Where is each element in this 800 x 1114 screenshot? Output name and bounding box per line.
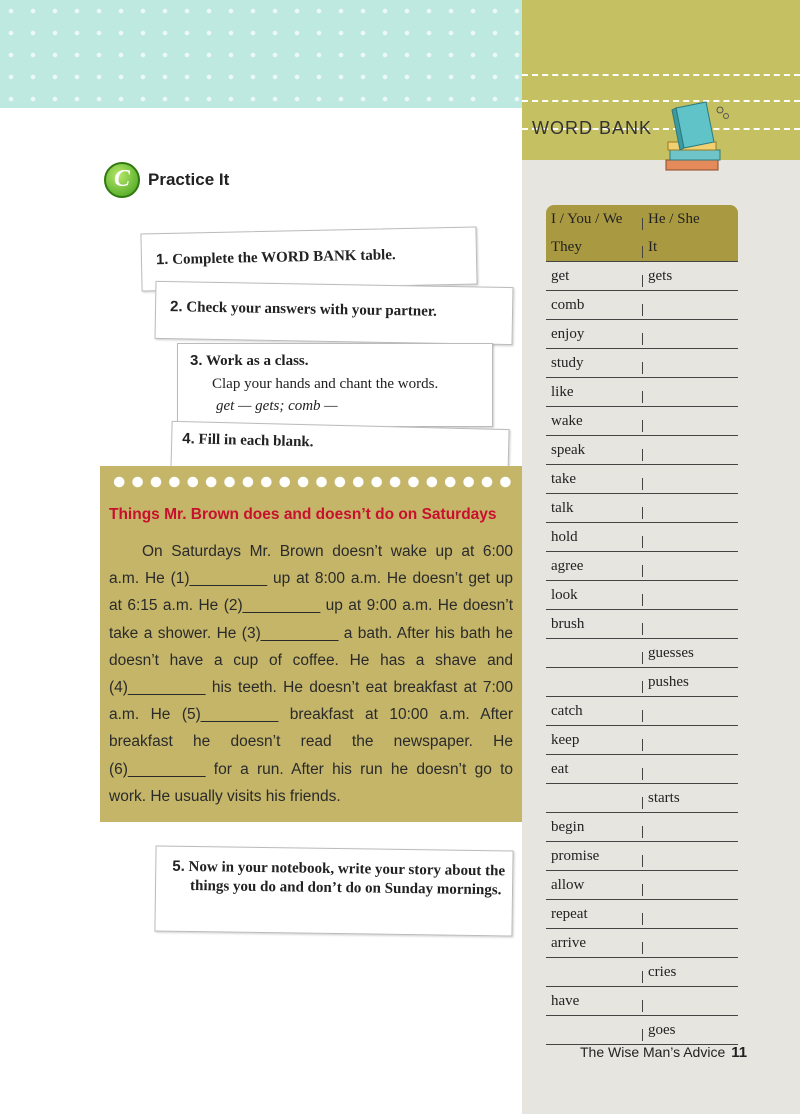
column-separator — [642, 826, 643, 838]
column-separator — [642, 797, 643, 809]
task-text: Check your answers with your partner. — [186, 299, 438, 320]
task-text: Complete the WORD BANK table. — [172, 247, 396, 268]
table-row — [546, 726, 738, 755]
table-header-row — [546, 233, 738, 262]
table-row — [546, 987, 738, 1016]
task-number: 4. — [182, 430, 195, 448]
column-separator — [642, 681, 643, 693]
table-row — [546, 407, 738, 436]
s-form-cell: starts — [648, 790, 680, 806]
column-separator — [642, 942, 643, 954]
column-separator — [642, 218, 643, 230]
page-number: 11 — [731, 1044, 748, 1061]
base-form-cell: repeat — [551, 906, 588, 922]
table-row — [546, 436, 738, 465]
table-row — [546, 581, 738, 610]
column-separator — [642, 710, 643, 722]
column-separator — [642, 594, 643, 606]
base-form-cell: speak — [551, 442, 586, 458]
table-row — [546, 349, 738, 378]
story-paragraph: On Saturdays Mr. Brown doesn’t wake up at 6:00 a.m. He (1)_________ up at 8:00 a.m. He doesn’t get up at 6:15 a.m. He (2)_________ up at 9:00 a.m. He doesn’t take a shower. He (3)_________ a bath. After his bath he doesn’t have a cup of coffee. He has a shave and (4)_________ his teeth. He doesn’t eat breakfast at 7:00 a.m. He (5)_________ breakfast at 10:00 a.m. After breakfast he doesn’t read the newspaper. He (6)_________ for a run. After his run he doesn’t go to work. He usually visits his friends. — [109, 543, 513, 805]
base-form-cell: get — [551, 268, 570, 284]
dashed-divider — [522, 74, 800, 76]
table-row — [546, 871, 738, 900]
column-separator — [642, 768, 643, 780]
base-form-cell: wake — [551, 413, 583, 429]
column-separator — [642, 449, 643, 461]
task-number: 5. — [172, 857, 185, 875]
base-form-cell: have — [551, 993, 580, 1009]
story-text — [109, 538, 513, 810]
top-banner — [0, 0, 522, 108]
column-separator — [642, 507, 643, 519]
task-number: 2. — [169, 298, 183, 316]
column-separator — [642, 478, 643, 490]
base-form-cell: enjoy — [551, 326, 585, 342]
s-form-cell: guesses — [648, 645, 694, 661]
column-separator — [642, 623, 643, 635]
column-separator — [642, 739, 643, 751]
table-row — [546, 610, 738, 639]
header-cell: They — [551, 239, 582, 255]
column-separator — [642, 304, 643, 316]
table-row — [546, 697, 738, 726]
task-text: Fill in each blank. — [198, 431, 314, 451]
task-card-5 — [154, 846, 513, 937]
task-card-2 — [155, 281, 514, 345]
table-row — [546, 552, 738, 581]
table-row — [546, 494, 738, 523]
task-example: get — gets; comb — — [216, 398, 338, 414]
table-header-row — [546, 205, 738, 233]
column-separator — [642, 536, 643, 548]
base-form-cell: keep — [551, 732, 580, 748]
table-row — [546, 813, 738, 842]
table-row — [546, 523, 738, 552]
table-row — [546, 784, 738, 813]
base-form-cell: begin — [551, 819, 585, 835]
base-form-cell: study — [551, 355, 584, 371]
table-row — [546, 465, 738, 494]
column-separator — [642, 971, 643, 983]
story-title: Things Mr. Brown does and doesn’t do on Saturdays — [109, 506, 497, 523]
column-separator — [642, 333, 643, 345]
base-form-cell: agree — [551, 558, 584, 574]
table-row — [546, 262, 738, 291]
base-form-cell: eat — [551, 761, 569, 777]
column-separator — [642, 652, 643, 664]
footer-title: The Wise Man’s Advice — [580, 1044, 726, 1060]
table-row — [546, 755, 738, 784]
base-form-cell: look — [551, 587, 578, 603]
table-row — [546, 842, 738, 871]
header-cell: I / You / We — [551, 211, 623, 227]
dashed-divider — [522, 100, 800, 102]
base-form-cell: like — [551, 384, 574, 400]
s-form-cell: pushes — [648, 674, 689, 690]
table-row — [546, 1016, 738, 1045]
table-row — [546, 668, 738, 697]
section-c-badge: C — [104, 162, 140, 198]
header-cell: He / She — [648, 211, 700, 227]
task-text: Now in your notebook, write your story about the things you do and don’t do on Sunday mornings. — [188, 858, 506, 899]
column-separator — [642, 275, 643, 287]
task-text: Work as a class. — [206, 353, 309, 369]
table-row — [546, 639, 738, 668]
base-form-cell: arrive — [551, 935, 586, 951]
task-number: 1. — [155, 250, 169, 269]
column-separator — [642, 246, 643, 258]
column-separator — [642, 391, 643, 403]
s-form-cell: goes — [648, 1022, 676, 1038]
table-row — [546, 958, 738, 987]
base-form-cell: take — [551, 471, 576, 487]
column-separator — [642, 565, 643, 577]
column-separator — [642, 884, 643, 896]
books-icon — [662, 98, 734, 180]
base-form-cell: hold — [551, 529, 578, 545]
task-subtext: Clap your hands and chant the words. — [212, 376, 439, 392]
task-number: 3. — [190, 352, 203, 369]
section-title: Practice It — [148, 170, 230, 189]
column-separator — [642, 362, 643, 374]
s-form-cell: cries — [648, 964, 677, 980]
dotted-border — [110, 476, 514, 488]
base-form-cell: promise — [551, 848, 600, 864]
header-cell: It — [648, 239, 658, 255]
column-separator — [642, 420, 643, 432]
table-row — [546, 291, 738, 320]
column-separator — [642, 1000, 643, 1012]
task-card-3 — [177, 343, 493, 427]
column-separator — [642, 1029, 643, 1041]
story-box — [100, 466, 522, 822]
base-form-cell: talk — [551, 500, 574, 516]
s-form-cell: gets — [648, 268, 673, 284]
base-form-cell: allow — [551, 877, 585, 893]
base-form-cell: brush — [551, 616, 585, 632]
column-separator — [642, 913, 643, 925]
base-form-cell: comb — [551, 297, 585, 313]
table-row — [546, 929, 738, 958]
table-row — [546, 378, 738, 407]
table-row — [546, 900, 738, 929]
base-form-cell: catch — [551, 703, 583, 719]
table-row — [546, 320, 738, 349]
column-separator — [642, 855, 643, 867]
word-bank-table — [546, 205, 738, 1045]
word-bank-title: WORD BANK — [532, 118, 653, 138]
page-footer — [580, 1044, 747, 1061]
